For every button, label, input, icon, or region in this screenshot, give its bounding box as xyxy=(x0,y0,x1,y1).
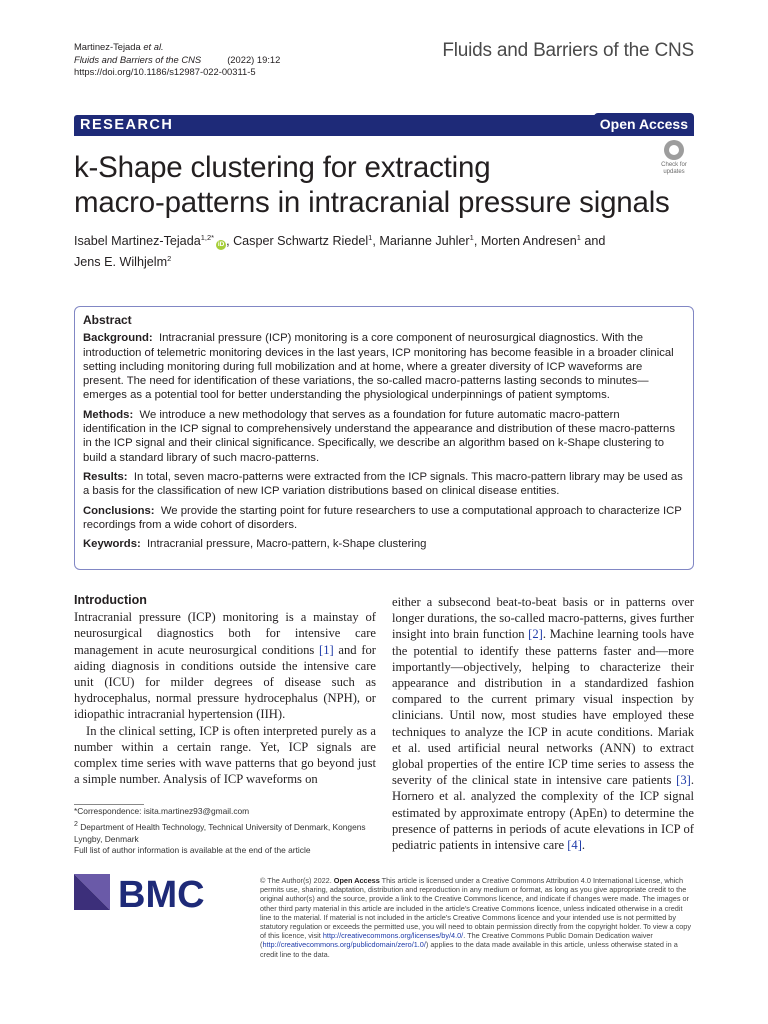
author-affiliation: 1,2* xyxy=(200,233,215,242)
intro-paragraph-continued: either a subsecond beat-to-beat basis or in patterns over longer durations, the so-called macro-patterns, gives further insight into brain function [2]. Machine learning tools have the potential to identify these patterns faster and—more importantly—objectively, helping to characterize their appearance and distribution in a standardized fashion compared to the current primary visual inspection by clinicians. Until now, most studies have employed these techniques to analyze the ICP in acute conditions. Mariak et al. used artificial neural networks (ANN) to extract global properties of the entire ICP time series to assess the severity of the clinical state in intensive care patients [3]. Hornero et al. analyzed the complexity of the ICP signal estimated by approximate entropy (ApEn) to determine the presence of patterns in periods of acute elevations in ICP of pediatric patients in intensive care [4]. xyxy=(392,595,694,853)
intro-paragraph-1: Intracranial pressure (ICP) monitoring is a mainstay of neurosurgical diagnostics both for intensive care management in acute neurosurgical conditions [1] and for aiding diagnosis in conditions outside the intensive care unit (ICU) for milder degrees of disease such as hydrocephalus, normal pressure hydrocephalus (NPH), or idiopathic intracranial hypertension (IIH). xyxy=(74,610,376,722)
abstract-results: Results: In total, seven macro-patterns were extracted from the ICP signals. This macro-pattern library may be used as a basis for the classification of new ICP variation distributions based on clinical disease entities. xyxy=(83,470,683,498)
citation-link[interactable]: [2] xyxy=(528,627,543,642)
article-title xyxy=(74,150,674,220)
journal-citation: Fluids and Barriers of the CNS xyxy=(74,53,202,65)
intro-paragraph-2: In the clinical setting, ICP is often interpreted purely as a number within a certain range. Yet, ICP signals are complex time series with wave patterns that go beyond just a simple number. Analysis of ICP waveforms on xyxy=(74,723,376,787)
section-label: RESEARCH xyxy=(80,117,174,133)
title-line-2: macro-patterns in intracranial pressure signals xyxy=(74,186,670,219)
abstract-conclusions: Conclusions: We provide the starting point for future researchers to use a computational approach to characterize ICP recordings from a wide cohort of disorders. xyxy=(83,504,682,531)
bmc-logo-text: BMC xyxy=(118,874,205,916)
author-conjunction: and xyxy=(584,234,606,249)
open-access-badge: Open Access xyxy=(594,113,694,136)
check-updates-label: Check for updates xyxy=(661,162,687,175)
citation-link[interactable]: [1] xyxy=(319,642,334,657)
body-column-right xyxy=(392,594,694,853)
check-updates-icon xyxy=(664,140,684,160)
abstract-methods: Methods: We introduce a new methodology that serves as a foundation for future automatic macro-pattern identification in the ICP signal to comprehensively understand the appearance and distribution of these macro-patterns in the ICP signal and their clinical significance. Specifically, we describe an algorithm based on k-Shape clustering to build a standard library of such macro-patterns. xyxy=(83,408,675,464)
license-statement: © The Author(s) 2022. Open Access This article is licensed under a Creative Commons Attribution 4.0 International License, which permits use, sharing, adaptation, distribution and reproduction in any medium or format, as long as you give appropriate credit to the original author(s) and the source, provide a link to the Creative Commons licence, and indicate if changes were made. The images or other third party material in this article are included in the article’s Creative Commons licence, unless indicated otherwise in a credit line to the material. If material is not included in the article’s Creative Commons licence and your intended use is not permitted by statutory regulation or exceeds the permitted use, you will need to obtain permission directly from the copyright holder. To view a copy of this licence, visit http://creativecommons.org/licenses/by/4.0/. The Creative Commons Public Domain Dedication waiver (http://creativecommons.org/publicdomain/zero/1.0/) applies to the data made available in this article, unless otherwise stated in a credit line to the data. xyxy=(260,876,692,959)
author-affiliation: 2 xyxy=(167,254,172,264)
check-for-updates-button[interactable] xyxy=(654,140,694,180)
author-name: Isabel Martinez-Tejada xyxy=(74,234,201,249)
doi-link[interactable]: https://doi.org/10.1186/s12987-022-00311-5 xyxy=(74,66,256,77)
author-affiliation: 1 xyxy=(576,233,581,242)
author-name: Casper Schwartz Riedel xyxy=(233,234,369,249)
journal-name: Fluids and Barriers of the CNS xyxy=(442,40,694,61)
footnotes xyxy=(74,806,376,856)
bmc-logo xyxy=(74,872,214,916)
short-authors: Martinez-Tejada xyxy=(74,41,141,52)
citation-link[interactable]: [4] xyxy=(567,838,582,853)
abstract-box xyxy=(74,306,694,570)
citation-link[interactable]: [3] xyxy=(676,773,691,788)
author-affiliation: 1 xyxy=(368,233,373,242)
abstract-heading: Abstract xyxy=(83,313,132,327)
cc-zero-link[interactable]: http://creativecommons.org/publicdomain/zero/1.0/ xyxy=(262,940,426,950)
title-line-1: k-Shape clustering for extracting xyxy=(74,151,491,184)
abstract-background: Background: Intracranial pressure (ICP) monitoring is a core component of neurosurgical diagnostics. With the introduction of telemetric monitoring devices in the last years, ICP monitoring has become feasible in a broader clinical setting including monitoring during full mobilization and at home, where a greater diversity of ICP waveforms are present. The need for identification of these variations, the so-called macro-patterns lasting seconds to minutes—emerges as a potential tool for better understanding the physiological underpinnings of patient symptoms. xyxy=(83,332,674,402)
citation-meta xyxy=(74,41,280,79)
et-al: et al. xyxy=(143,41,164,52)
cc-by-link[interactable]: http://creativecommons.org/licenses/by/4.0/ xyxy=(322,931,464,941)
year-volume: (2022) 19:12 xyxy=(227,53,281,65)
author-affiliation: 1 xyxy=(469,233,474,242)
orcid-icon[interactable]: iD xyxy=(217,241,225,249)
affiliation-note: $^2$ Department of Health Technology, Technical University of Denmark, Kongens Lyngby, Denmark xyxy=(74,821,366,844)
author-name: Jens E. Wilhjelm xyxy=(74,255,168,270)
body-column-left xyxy=(74,592,376,787)
author-name: Marianne Juhler xyxy=(379,234,470,249)
section-banner xyxy=(74,115,694,136)
author-list: Isabel Martinez-Tejada$^{1,2*}$iD , Casper Schwartz Riedel$^1$, Marianne Juhler$^1$, Morten Andresen$^1$ and Jens E. Wilhjelm$^2$ xyxy=(74,233,606,270)
open-access-label: Open Access xyxy=(333,876,380,885)
author-name: Morten Andresen xyxy=(480,234,577,249)
correspondence: *Correspondence: isita.martinez93@gmail.com xyxy=(74,806,250,816)
full-author-info-note: Full list of author information is available at the end of the article xyxy=(74,845,311,856)
abstract-keywords: Keywords: Intracranial pressure, Macro-pattern, k-Shape clustering xyxy=(83,538,427,551)
footnote-divider xyxy=(74,804,144,805)
section-heading-introduction: Introduction xyxy=(74,593,147,607)
